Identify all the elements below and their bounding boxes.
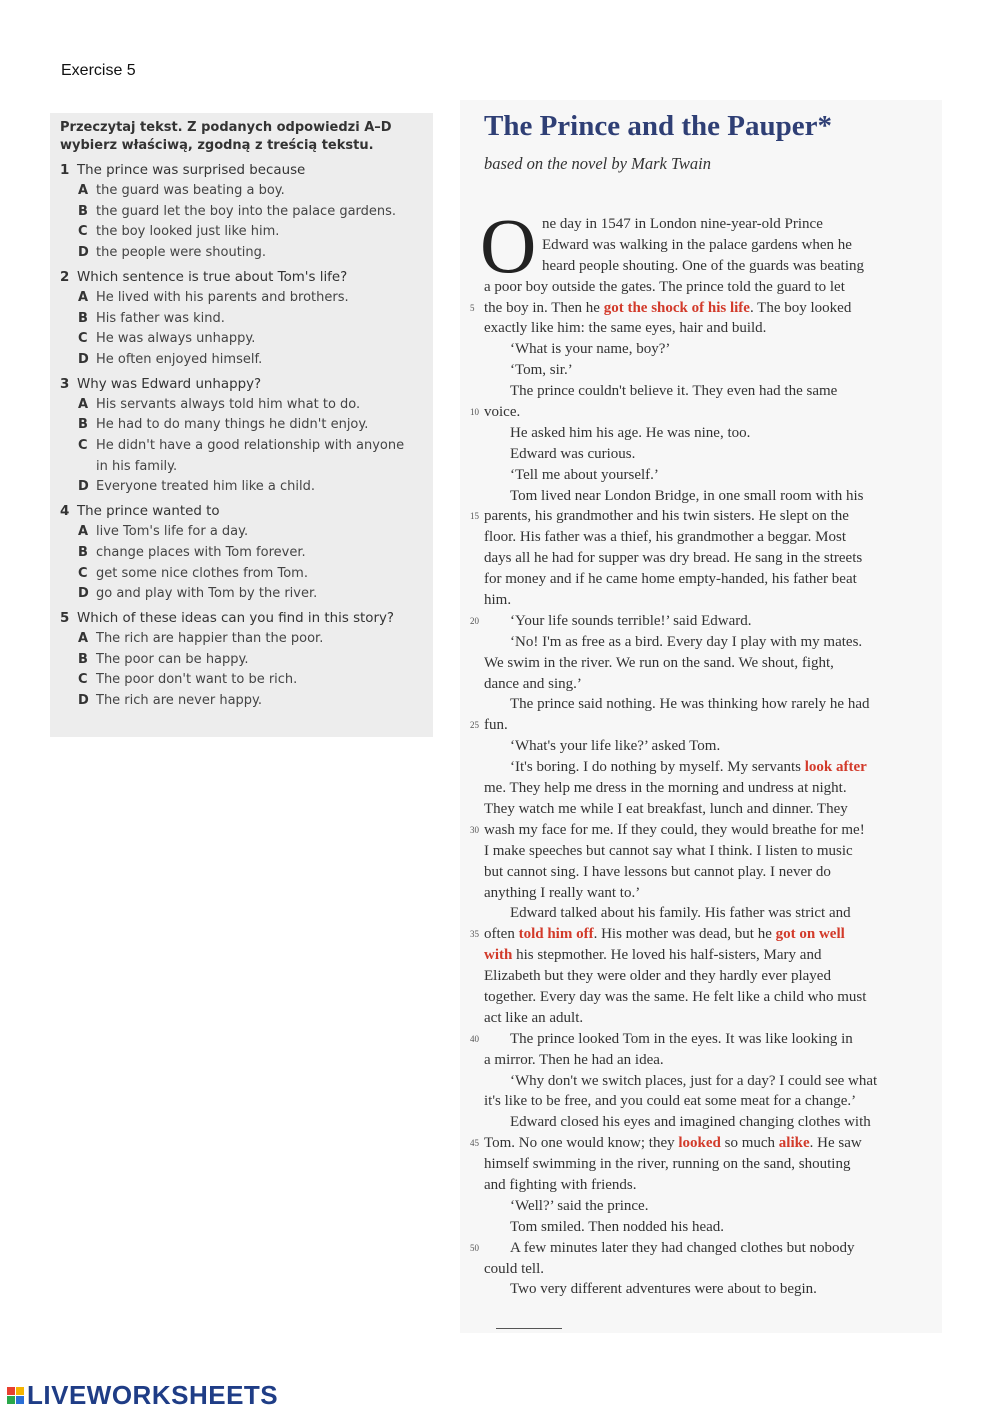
question-number: 3 — [60, 376, 70, 392]
option-letter: C — [78, 331, 88, 347]
story-line — [484, 318, 914, 339]
text-run: his stepmother. He loved his half-sisters, Mary and — [512, 947, 822, 964]
story-header — [484, 106, 914, 174]
answer-option — [60, 691, 423, 712]
option-letter: B — [78, 417, 88, 433]
text-run: it's like to be free, and you could eat some meat for a change.’ — [484, 1093, 857, 1110]
text-run: wash my face for me. If they could, they would breathe for me! — [484, 821, 865, 838]
logo-text: LIVEWORKSHEETS — [27, 1379, 279, 1410]
logo-square — [7, 1396, 15, 1404]
question-number: 2 — [60, 269, 70, 285]
option-text: The rich are never happy. — [96, 693, 263, 709]
answer-option — [60, 350, 423, 371]
instruction-text: Przeczytaj tekst. Z podanych odpowiedzi A–D wybierz właściwą, zgodną z treścią tekstu. — [60, 120, 392, 153]
text-run: often — [484, 926, 519, 943]
story-line — [484, 945, 914, 966]
story-line — [484, 590, 914, 611]
question-panel — [50, 113, 433, 737]
story-line — [470, 1029, 914, 1050]
logo-square — [7, 1387, 15, 1395]
line-number: 35 — [470, 929, 479, 940]
text-run: A few minutes later they had changed clothes but nobody — [510, 1239, 855, 1256]
option-letter: D — [78, 586, 89, 602]
answer-option — [60, 309, 423, 330]
text-run: . The boy looked — [749, 299, 852, 316]
text-run: ne day in 1547 in London nine-year-old Prince — [542, 216, 823, 232]
option-letter: D — [78, 693, 89, 709]
story-line — [470, 715, 914, 736]
story-line — [484, 1154, 914, 1175]
drop-cap: O — [480, 202, 537, 289]
story-line — [484, 1175, 914, 1196]
story-line — [484, 486, 914, 507]
text-run: and fighting with friends. — [484, 1176, 637, 1193]
line-number: 45 — [470, 1138, 479, 1149]
text-run: Two very different adventures were about to begin. — [510, 1281, 817, 1298]
story-line — [470, 924, 914, 945]
logo-square — [16, 1387, 24, 1395]
story-line — [484, 277, 914, 298]
option-letter: B — [78, 651, 88, 667]
option-letter: C — [78, 438, 88, 454]
text-run: the boy in. Then he — [484, 299, 604, 316]
option-letter: A — [78, 183, 89, 198]
story-line — [484, 235, 914, 256]
text-run: . His mother was dead, but he — [593, 926, 776, 943]
line-number: 40 — [470, 1033, 479, 1044]
question-text — [60, 161, 423, 181]
text-run: ‘What's your life like?’ asked Tom. — [510, 738, 721, 755]
text-run: Edward was walking in the palace gardens when he — [542, 236, 852, 253]
question-text — [60, 609, 423, 629]
story-line — [470, 298, 914, 319]
story-subtitle: based on the novel by Mark Twain — [484, 154, 711, 173]
story-line — [484, 632, 914, 653]
line-number: 25 — [470, 720, 479, 731]
text-run: a mirror. Then he had an idea. — [484, 1051, 664, 1068]
option-text: He lived with his parents and brothers. — [96, 289, 349, 305]
option-letter: C — [78, 224, 88, 240]
story-panel — [460, 100, 942, 1333]
text-run: The prince couldn't believe it. They even had the same — [510, 383, 838, 400]
option-text: He didn't have a good relationship with anyone — [96, 438, 405, 454]
answer-option — [60, 522, 423, 543]
text-run: ‘Tell me about yourself.’ — [510, 466, 659, 483]
highlighted-phrase: got on well — [775, 926, 845, 943]
story-line — [484, 1091, 914, 1112]
text-run: ‘What is your name, boy?’ — [510, 341, 671, 358]
option-letter: D — [78, 245, 89, 261]
text-run: Tom smiled. Then nodded his head. — [510, 1218, 725, 1235]
answer-option — [60, 395, 423, 416]
text-run: for money and if he came home empty-handed, his father beat — [484, 571, 857, 588]
line-number: 50 — [470, 1242, 479, 1253]
story-line — [470, 1133, 914, 1154]
option-text: live Tom's life for a day. — [96, 524, 249, 540]
text-run: could tell. — [484, 1260, 544, 1277]
highlighted-phrase: told him off — [518, 926, 594, 943]
option-text: go and play with Tom by the river. — [96, 586, 318, 602]
text-run: They watch me while I eat breakfast, lunch and dinner. They — [484, 800, 848, 817]
story-line — [484, 1279, 914, 1300]
option-text: The poor don't want to be rich. — [96, 672, 298, 688]
text-run: ‘Tom, sir.’ — [510, 362, 573, 379]
story-line — [484, 1259, 914, 1280]
story-line — [484, 653, 914, 674]
story-title: The Prince and the Pauper* — [484, 110, 832, 142]
story-line — [484, 527, 914, 548]
answer-option — [60, 181, 423, 202]
highlighted-phrase: with — [484, 947, 513, 964]
option-letter: A — [78, 524, 89, 540]
story-line — [470, 820, 914, 841]
logo-mark-icon — [7, 1387, 24, 1404]
story-line — [484, 799, 914, 820]
highlighted-phrase: looked — [678, 1135, 721, 1152]
option-text: Everyone treated him like a child. — [96, 479, 316, 495]
option-letter: C — [78, 672, 88, 688]
text-run: Tom. No one would know; they — [484, 1135, 679, 1152]
question-label: The prince wanted to — [77, 504, 220, 520]
story-line — [484, 966, 914, 987]
story-line — [484, 1071, 914, 1092]
answer-option — [60, 243, 423, 264]
text-run: ‘Why don't we switch places, just for a day? I could see what — [510, 1072, 878, 1089]
option-text: get some nice clothes from Tom. — [96, 565, 308, 581]
option-text: He had to do many things he didn't enjoy. — [96, 417, 369, 433]
text-run: floor. His father was a thief, his grandmother a beggar. Most — [484, 529, 846, 546]
story-line — [470, 506, 914, 527]
question-list — [60, 161, 423, 712]
text-run: Tom lived near London Bridge, in one small room with his — [510, 487, 864, 504]
question-text — [60, 502, 423, 522]
option-letter: D — [78, 479, 89, 495]
answer-option — [60, 477, 423, 498]
question-label: The prince was surprised because — [77, 163, 306, 178]
question-item — [60, 502, 423, 605]
answer-option — [60, 202, 423, 223]
text-run: voice. — [484, 404, 521, 421]
text-run: fun. — [484, 717, 508, 734]
option-text: His father was kind. — [96, 310, 225, 326]
option-text: His servants always told him what to do. — [96, 396, 361, 412]
highlighted-phrase: look after — [804, 759, 867, 776]
question-item — [60, 268, 423, 371]
option-text: The poor can be happy. — [96, 651, 249, 667]
text-run: ‘Well?’ said the prince. — [510, 1197, 649, 1214]
story-line — [484, 987, 914, 1008]
story-line — [484, 694, 914, 715]
line-number: 30 — [470, 824, 479, 835]
text-run: We swim in the river. We run on the sand. We shout, fight, — [484, 654, 834, 671]
story-line — [484, 256, 914, 277]
text-run: together. Every day was the same. He felt like a child who must — [484, 988, 867, 1005]
option-text: He was always unhappy. — [96, 331, 256, 347]
story-line — [484, 674, 914, 695]
question-label: Why was Edward unhappy? — [77, 376, 262, 392]
option-text: change places with Tom forever. — [96, 544, 306, 560]
footnote-divider — [496, 1328, 562, 1329]
text-run: Edward talked about his family. His father was strict and — [510, 905, 851, 922]
answer-option — [60, 629, 423, 650]
question-text — [60, 268, 423, 288]
answer-option — [60, 650, 423, 671]
highlighted-phrase: alike — [778, 1135, 810, 1152]
story-line — [484, 423, 914, 444]
story-line — [484, 1008, 914, 1029]
text-run: Edward closed his eyes and imagined changing clothes with — [510, 1114, 871, 1131]
question-number: 4 — [60, 504, 70, 520]
story-line — [484, 1196, 914, 1217]
answer-option — [60, 222, 423, 243]
story-line — [484, 1217, 914, 1238]
story-line — [484, 1050, 914, 1071]
text-run: ‘No! I'm as free as a bird. Every day I play with my mates. — [510, 633, 863, 650]
text-run: dance and sing.’ — [484, 675, 582, 692]
logo-square — [16, 1396, 24, 1404]
story-line — [484, 569, 914, 590]
answer-option — [60, 415, 423, 436]
story-line — [484, 381, 914, 402]
question-number: 5 — [60, 610, 70, 626]
text-run: parents, his grandmother and his twin sisters. He slept on the — [484, 508, 849, 525]
option-letter: A — [78, 289, 89, 305]
answer-option — [60, 543, 423, 564]
text-run: anything I really want to.’ — [484, 884, 641, 901]
line-number: 10 — [470, 407, 479, 418]
text-run: The prince said nothing. He was thinking how rarely he had — [510, 696, 870, 713]
answer-option — [60, 584, 423, 605]
question-label: Which of these ideas can you find in this story? — [77, 610, 395, 626]
option-text-continued: in his family. — [96, 458, 178, 474]
story-line — [484, 548, 914, 569]
text-run: The prince looked Tom in the eyes. It was like looking in — [510, 1030, 853, 1047]
story-line — [484, 465, 914, 486]
story-line — [484, 736, 914, 757]
story-line — [470, 402, 914, 423]
text-run: exactly like him: the same eyes, hair and build. — [484, 320, 767, 337]
answer-option — [60, 288, 423, 309]
option-letter: A — [78, 630, 89, 646]
option-text: the people were shouting. — [96, 245, 267, 261]
line-number: 5 — [470, 302, 475, 313]
liveworksheets-logo — [7, 1381, 278, 1409]
story-line — [484, 903, 914, 924]
line-number: 20 — [470, 615, 479, 626]
story-line — [484, 883, 914, 904]
exercise-label: Exercise 5 — [61, 62, 136, 79]
story-line — [484, 339, 914, 360]
text-run: I make speeches but cannot say what I think. I listen to music — [484, 842, 853, 859]
answer-option — [60, 329, 423, 350]
story-line — [484, 214, 914, 235]
option-text: The rich are happier than the poor. — [96, 630, 324, 646]
question-number: 1 — [60, 163, 70, 178]
text-run: He asked him his age. He was nine, too. — [510, 424, 751, 441]
option-text: the guard let the boy into the palace gardens. — [96, 203, 397, 219]
text-run: him. — [484, 592, 512, 609]
text-run: . He saw — [809, 1135, 862, 1152]
answer-option — [60, 670, 423, 691]
text-run: act like an adult. — [484, 1009, 584, 1026]
text-run: days all he had for supper was dry bread. He sang in the streets — [484, 550, 863, 567]
story-line — [470, 1238, 914, 1259]
text-run: a poor boy outside the gates. The prince told the guard to let — [484, 278, 845, 295]
story-line — [484, 360, 914, 381]
option-letter: D — [78, 351, 89, 367]
text-run: Edward was curious. — [510, 445, 636, 462]
story-line — [484, 757, 914, 778]
answer-option — [60, 436, 423, 477]
line-number: 15 — [470, 511, 479, 522]
story-line — [484, 444, 914, 465]
text-run: ‘It's boring. I do nothing by myself. My servants — [510, 759, 805, 776]
story-line — [484, 1112, 914, 1133]
text-run: Elizabeth but they were older and they hardly ever played — [484, 968, 831, 985]
option-letter: A — [78, 396, 89, 412]
story-line — [484, 862, 914, 883]
answer-option — [60, 564, 423, 585]
question-item — [60, 609, 423, 712]
text-run: but cannot sing. I have lessons but cannot play. I never do — [484, 863, 831, 880]
story-line — [484, 841, 914, 862]
text-run: ‘Your life sounds terrible!’ said Edward. — [510, 612, 752, 629]
story-line — [470, 611, 914, 632]
highlighted-phrase: got the shock of his life — [603, 299, 750, 316]
text-run: heard people shouting. One of the guards was beating — [542, 257, 864, 274]
text-run: so much — [720, 1135, 779, 1152]
question-item — [60, 375, 423, 499]
option-text: the guard was beating a boy. — [96, 183, 285, 198]
option-text: the boy looked just like him. — [96, 224, 280, 240]
story-line — [484, 778, 914, 799]
question-label: Which sentence is true about Tom's life? — [77, 269, 348, 285]
question-text — [60, 375, 423, 395]
option-letter: B — [78, 544, 88, 560]
option-letter: B — [78, 310, 88, 326]
story-text — [470, 214, 914, 1300]
option-text: He often enjoyed himself. — [96, 351, 263, 367]
text-run: me. They help me dress in the morning and undress at night. — [484, 780, 847, 797]
option-letter: B — [78, 203, 88, 219]
question-item — [60, 161, 423, 264]
text-run: himself swimming in the river, running on the sand, shouting — [484, 1156, 851, 1173]
option-letter: C — [78, 565, 88, 581]
